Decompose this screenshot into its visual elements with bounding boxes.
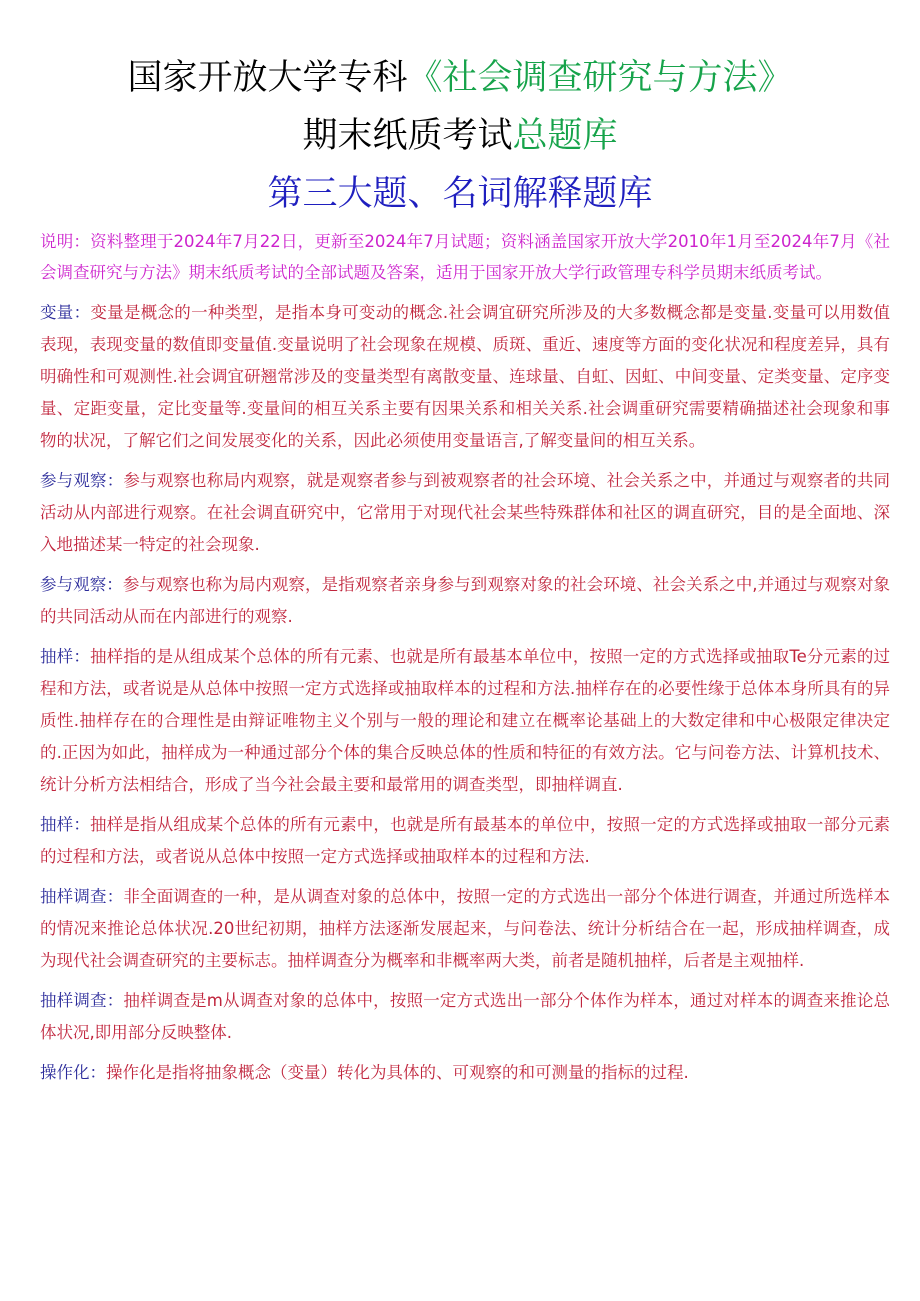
entry-term: 抽样调查 <box>40 887 107 906</box>
entry-term: 抽样 <box>40 647 74 666</box>
title-bank: 总题库 <box>512 116 618 156</box>
section-title: 第三大题、名词解释题库 <box>267 174 653 214</box>
entry-term: 参与观察 <box>40 471 107 490</box>
title-course: 《社会调查研究与方法》 <box>407 58 793 98</box>
entry-term: 操作化 <box>40 1063 90 1082</box>
title-exam: 期末纸质考试 <box>302 116 513 156</box>
entry-item: 抽样调查：抽样调查是m从调查对象的总体中，按照一定方式选出一部分个体作为样本，通过对样本的调查来推论总体状况,即用部分反映整体. <box>40 991 891 1042</box>
title-line-2 <box>0 114 920 158</box>
entry-item: 参与观察：参与观察也称为局内观察，是指观察者亲身参与到观察对象的社会环境、社会关系之中,并通过与观察对象的共同活动从而在内部进行的观察. <box>40 575 891 626</box>
entry-definition: 抽样指的是从组成某个总体的所有元素、也就是所有最基本单位中，按照一定的方式选择或抽取Te分元素的过程和方法，或者说是从总体中按照一定方式选择或抽取样本的过程和方法.抽样存在的必要性缘于总体本身所具有的异质性.抽样存在的合理性是由辩证唯物主义个别与一般的理论和建立在概率论基础上的大数定律和中心极限定律决定的.正因为如此，抽样成为一种通过部分个体的集合反映总体的性质和特征的有效方法。它与问卷方法、计算机技术、统计分析方法相结合，形成了当今社会最主要和最常用的调查类型，即抽样调直. <box>40 647 891 794</box>
entry-item: 参与观察：参与观察也称局内观察，就是观察者参与到被观察者的社会环境、社会关系之中，并通过与观察者的共同活动从内部进行观察。在社会调直研究中，它常用于对现代社会某些特殊群体和社区的调直研究，目的是全面地、深入地描述某一特定的社会现象. <box>40 471 891 554</box>
entry-term: 抽样调查 <box>40 991 107 1010</box>
entry-item: 操作化：操作化是指将抽象概念（变量）转化为具体的、可观察的和可测量的指标的过程. <box>40 1063 689 1082</box>
entry-definition: 抽样调查是m从调查对象的总体中，按照一定方式选出一部分个体作为样本，通过对样本的调查来推论总体状况,即用部分反映整体. <box>40 991 891 1042</box>
entry-item: 抽样调查：非全面调查的一种，是从调查对象的总体中，按照一定的方式选出一部分个体进行调查，并通过所选样本的情况来推论总体状况.20世纪初期，抽样方法逐渐发展起来，与问卷法、统计分析结合在一起，形成抽样调查，成为现代社会调查研究的主要标志。抽样调查分为概率和非概率两大类，前者是随机抽样，后者是主观抽样. <box>40 887 891 970</box>
entry-definition: 参与观察也称为局内观察，是指观察者亲身参与到观察对象的社会环境、社会关系之中,并通过与观察对象的共同活动从而在内部进行的观察. <box>40 575 891 626</box>
entry-definition: 操作化是指将抽象概念（变量）转化为具体的、可观察的和可测量的指标的过程. <box>106 1063 689 1082</box>
entry-item: 抽样：抽样是指从组成某个总体的所有元素中，也就是所有最基本的单位中，按照一定的方式选择或抽取一部分元素的过程和方法，或者说从总体中按照一定方式选择或抽取样本的过程和方法. <box>40 815 891 866</box>
title-school: 国家开放大学专科 <box>127 58 408 98</box>
entry-definition: 非全面调查的一种，是从调查对象的总体中，按照一定的方式选出一部分个体进行调查，并通过所选样本的情况来推论总体状况.20世纪初期，抽样方法逐渐发展起来，与问卷法、统计分析结合在一起，形成抽样调查，成为现代社会调查研究的主要标志。抽样调查分为概率和非概率两大类，前者是随机抽样，后者是主观抽样. <box>40 887 891 970</box>
entry-definition: 变量是概念的一种类型，是指本身可变动的概念.社会调宜研究所涉及的大多数概念都是变量.变量可以用数值表现，表现变量的数值即变量值.变量说明了社会现象在规模、质斑、重近、速度等方面的变化状况和程度差异，具有明确性和可观测性.社会调宜研翘常涉及的变量类型有离散变量、连球量、自虹、因虹、中间变量、定类变量、定序变量、定距变量，定比变量等.变量间的相互关系主要有因果关系和相关关系.社会调重研究需要精确描述社会现象和事物的状况，了解它们之间发展变化的关系，因此必须使用变量语言,了解变量间的相互关系。 <box>40 303 891 450</box>
entry-item: 变量：变量是概念的一种类型，是指本身可变动的概念.社会调宜研究所涉及的大多数概念都是变量.变量可以用数值表现，表现变量的数值即变量值.变量说明了社会现象在规模、质斑、重近、速度等方面的变化状况和程度差异，具有明确性和可观测性.社会调宜研翘常涉及的变量类型有离散变量、连球量、自虹、因虹、中间变量、定类变量、定序变量、定距变量，定比变量等.变量间的相互关系主要有因果关系和相关关系.社会调重研究需要精确描述社会现象和事物的状况，了解它们之间发展变化的关系，因此必须使用变量语言,了解变量间的相互关系。 <box>40 303 891 450</box>
entry-item: 抽样：抽样指的是从组成某个总体的所有元素、也就是所有最基本单位中，按照一定的方式选择或抽取Te分元素的过程和方法，或者说是从总体中按照一定方式选择或抽取样本的过程和方法.抽样存在的必要性缘于总体本身所具有的异质性.抽样存在的合理性是由辩证唯物主义个别与一般的理论和建立在概率论基础上的大数定律和中心极限定律决定的.正因为如此，抽样成为一种通过部分个体的集合反映总体的性质和特征的有效方法。它与问卷方法、计算机技术、统计分析方法相结合，形成了当今社会最主要和最常用的调查类型，即抽样调直. <box>40 647 891 794</box>
entry-definition: 参与观察也称局内观察，就是观察者参与到被观察者的社会环境、社会关系之中，并通过与观察者的共同活动从内部进行观察。在社会调直研究中，它常用于对现代社会某些特殊群体和社区的调直研究，目的是全面地、深入地描述某一特定的社会现象. <box>40 471 891 554</box>
entry-term: 参与观察 <box>40 575 107 594</box>
document-body <box>40 226 890 1097</box>
entry-term: 变量 <box>40 303 74 322</box>
entry-definition: 抽样是指从组成某个总体的所有元素中，也就是所有最基本的单位中，按照一定的方式选择或抽取一部分元素的过程和方法，或者说从总体中按照一定方式选择或抽取样本的过程和方法. <box>40 815 891 866</box>
description-note: 说明：资料整理于2024年7月22日，更新至2024年7月试题；资料涵盖国家开放大学2010年1月至2024年7月《社会调查研究与方法》期末纸质考试的全部试题及答案，适用于国家开放大学行政管理专科学员期末纸质考试。 <box>40 232 890 282</box>
entry-term: 抽样 <box>40 815 74 834</box>
title-line-1 <box>0 56 920 100</box>
